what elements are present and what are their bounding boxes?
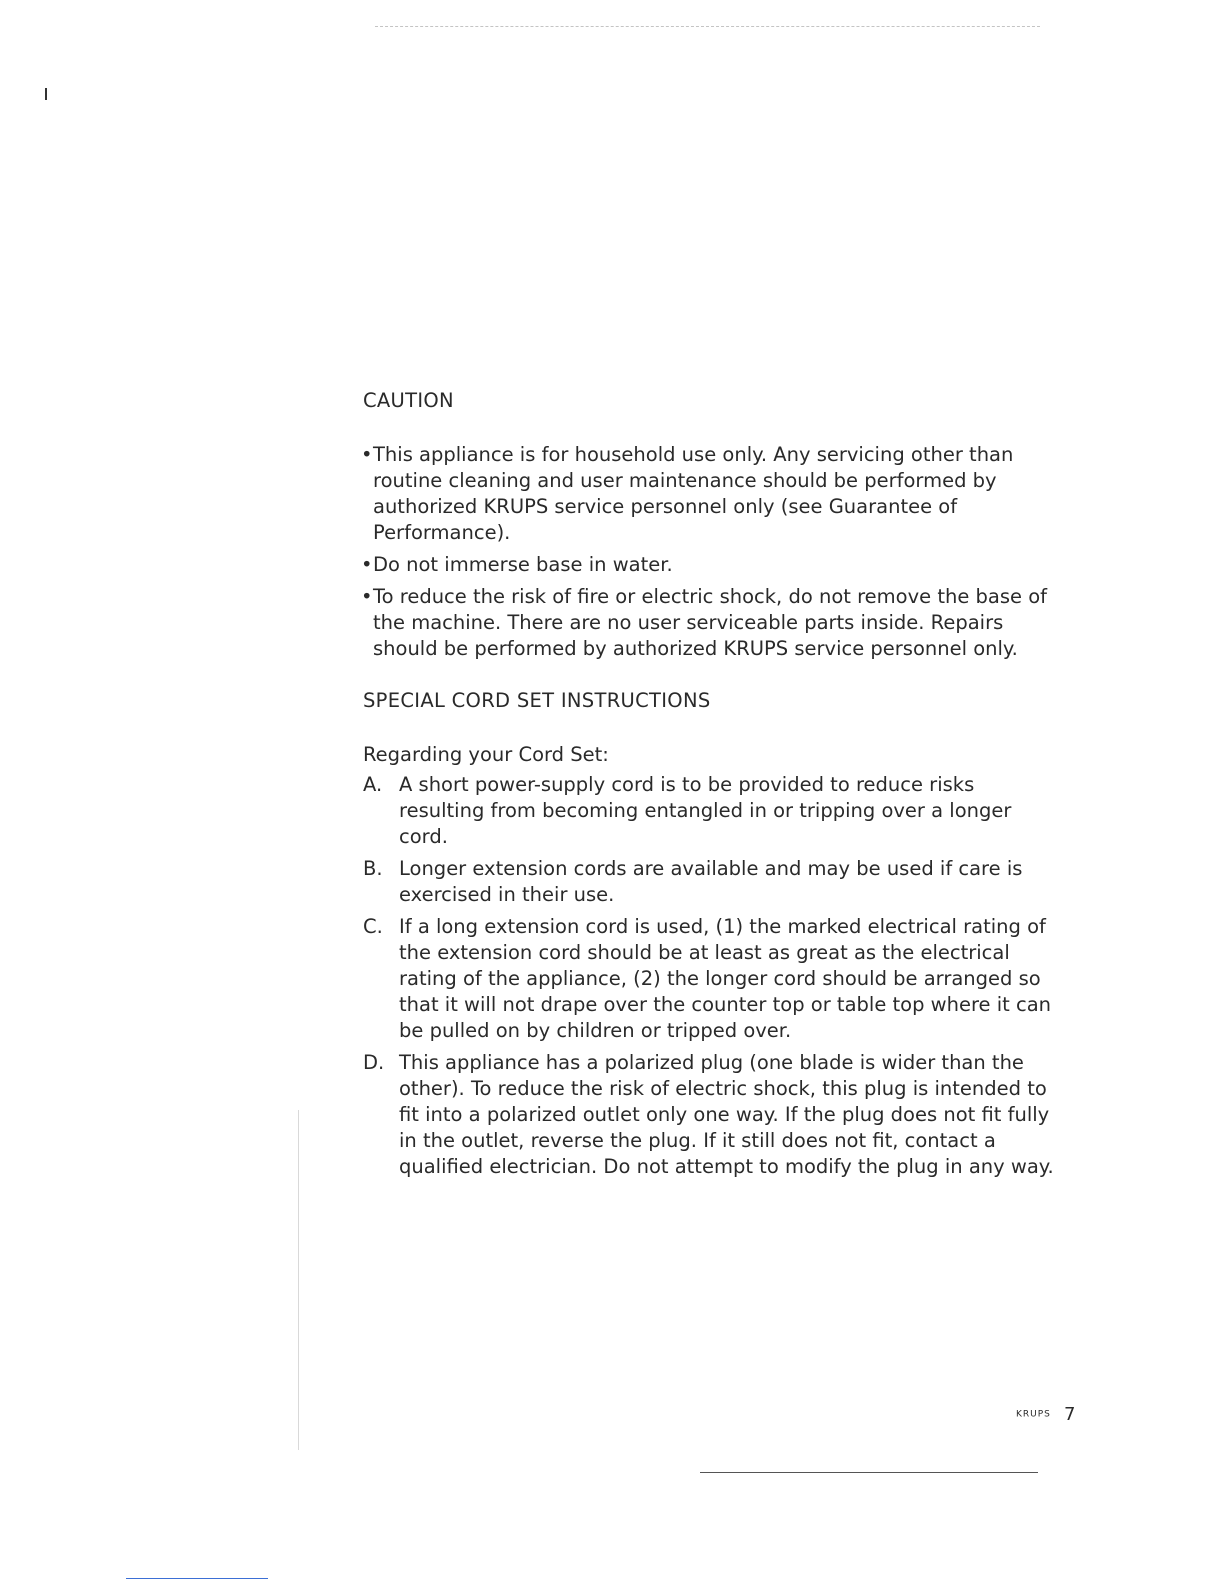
item-text: Longer extension cords are available and may be used if care is exercised in their use. bbox=[399, 857, 1023, 906]
item-letter: D. bbox=[363, 1051, 385, 1074]
caution-heading: CAUTION bbox=[363, 389, 454, 412]
scan-artifact-bottom-rule bbox=[126, 1578, 268, 1579]
caution-bullet: • To reduce the risk of fire or electric shock, do not remove the base of the machine. There are no user serviceable parts inside. Repairs should be performed by authorized KRUPS service personnel only. bbox=[363, 584, 1063, 662]
item-text: If a long extension cord is used, (1) the marked electrical rating of the extension cord should be at least as great as the electrical rating of the appliance, (2) the longer cord should be arranged so that it will not drape over the counter top or table top where it can be pulled on by children or tripped over. bbox=[399, 915, 1052, 1042]
scan-artifact-top bbox=[375, 26, 1040, 29]
scan-artifact-margin-line bbox=[298, 1110, 299, 1450]
page-footer bbox=[1016, 1404, 1075, 1425]
item-letter: B. bbox=[363, 857, 383, 880]
cord-set-intro: Regarding your Cord Set: bbox=[363, 743, 609, 766]
cord-set-item-a bbox=[363, 772, 1063, 850]
cord-set-list bbox=[363, 772, 1063, 1180]
scan-artifact-mark bbox=[45, 88, 47, 100]
footer-rule bbox=[700, 1472, 1038, 1473]
instructions-content bbox=[363, 388, 1063, 1186]
cord-set-item-b bbox=[363, 856, 1063, 908]
caution-list bbox=[363, 442, 1063, 662]
caution-bullet: • Do not immerse base in water. bbox=[363, 552, 1063, 578]
brand-label: KRUPS bbox=[1016, 1409, 1051, 1420]
cord-set-heading: SPECIAL CORD SET INSTRUCTIONS bbox=[363, 689, 711, 712]
page-number: 7 bbox=[1063, 1404, 1076, 1425]
item-text: This appliance has a polarized plug (one blade is wider than the other). To reduce the risk of electric shock, this plug is intended to fit into a polarized outlet only one way. If the plug does not fit fully in the outlet, reverse the plug. If it still does not fit, contact a qualified electrician. Do not attempt to modify the plug in any way. bbox=[399, 1051, 1054, 1178]
caution-bullet: • This appliance is for household use only. Any servicing other than routine cleaning and user maintenance should be performed by authorized KRUPS service personnel only (see Guarantee of Performance). bbox=[363, 442, 1063, 546]
item-letter: C. bbox=[363, 915, 383, 938]
cord-set-item-c bbox=[363, 914, 1063, 1044]
cord-set-item-d bbox=[363, 1050, 1063, 1180]
item-text: A short power-supply cord is to be provided to reduce risks resulting from becoming entangled in or tripping over a longer cord. bbox=[399, 773, 1012, 848]
item-letter: A. bbox=[363, 773, 383, 796]
